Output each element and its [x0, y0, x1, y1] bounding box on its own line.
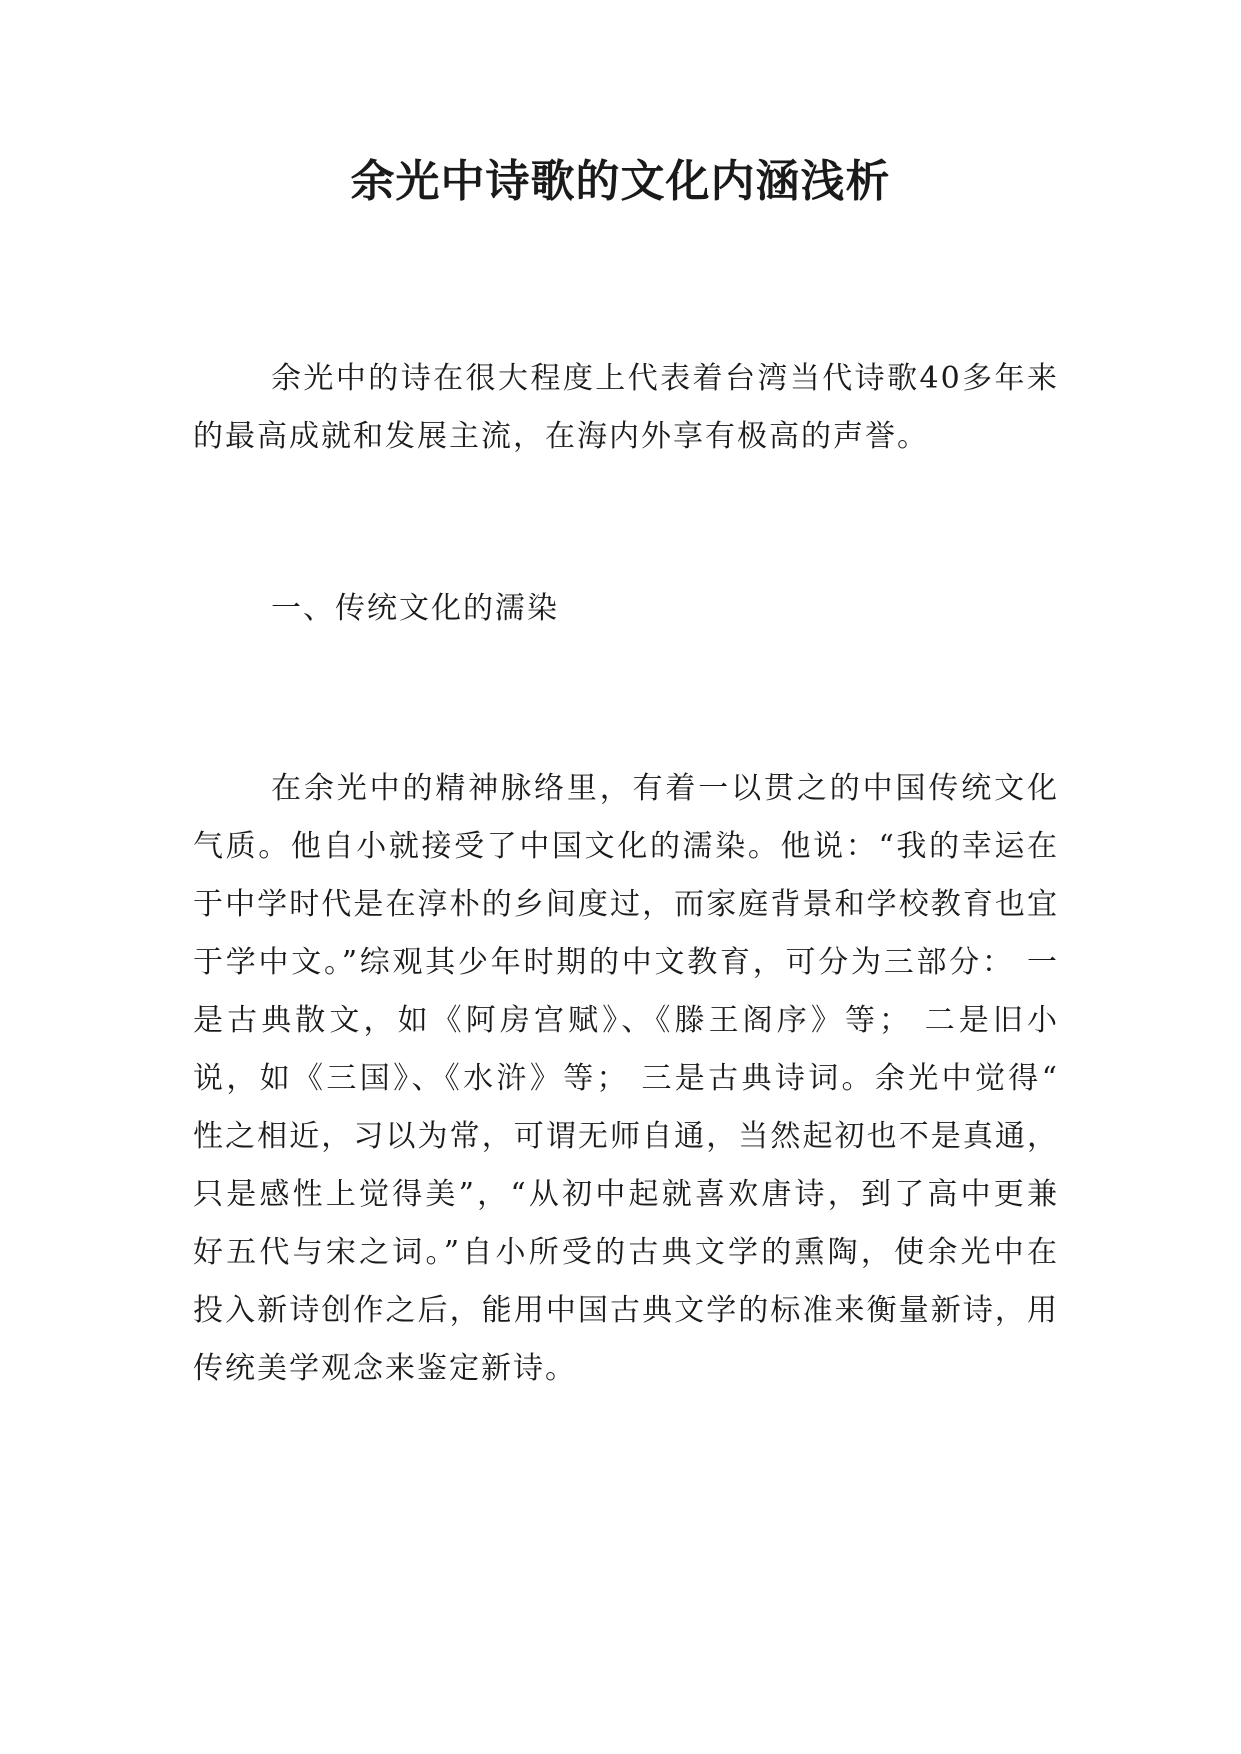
- section-heading: 一、传统文化的濡染: [271, 591, 559, 626]
- intro-paragraph: 余光中的诗在很大程度上代表着台湾当代诗歌40多年来的最高成就和发展主流，在海内外享有极高的声誉。: [193, 361, 1059, 454]
- section-body-paragraph: 在余光中的精神脉络里，有着一以贯之的中国传统文化气质。他自小就接受了中国文化的濡染。他说：“我的幸运在于中学时代是在淳朴的乡间度过，而家庭背景和学校教育也宜于学中文。”综观其少年时期的中文教育，可分为三部分： 一是古典散文，如《阿房宫赋》、《滕王阁序》等； 二是旧小说，如《三国》、《水浒》等； 三是古典诗词。余光中觉得“ 性之相近，习以为常，可谓无师自通，当然起初也不是真通，只是感性上觉得美”，“从初中起就喜欢唐诗，到了高中更兼好五代与宋之词。”自小所受的古典文学的熏陶，使余光中在投入新诗创作之后，能用中国古典文学的标准来衡量新诗，用传统美学观念来鉴定新诗。: [193, 771, 1059, 1386]
- document-title: 余光中诗歌的文化内涵浅析: [350, 156, 891, 207]
